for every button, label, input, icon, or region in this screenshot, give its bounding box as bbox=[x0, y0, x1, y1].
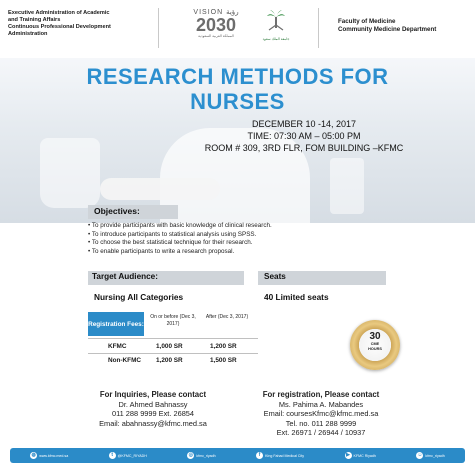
registration-ext: Ext. 26971 / 26944 / 10937 bbox=[276, 428, 366, 437]
hours-label: HOURS bbox=[368, 347, 382, 351]
org-left-line: Continuous Professional Development bbox=[8, 24, 111, 30]
inquiries-heading: For Inquiries, Please contact bbox=[99, 390, 207, 399]
title-line: RESEARCH METHODS FOR bbox=[86, 64, 389, 89]
divider bbox=[158, 8, 159, 48]
fee-row-before: 1,000 SR bbox=[156, 343, 183, 350]
event-dates: DECEMBER 10 -14, 2017 bbox=[251, 119, 357, 129]
org-left-line: and Training Affairs bbox=[8, 17, 61, 23]
social-footer bbox=[10, 448, 465, 463]
twitter-icon: t bbox=[109, 452, 116, 459]
audience-value: Nursing All Categories bbox=[94, 292, 184, 302]
test-tube-shape bbox=[330, 158, 364, 214]
fee-row-after: 1,200 SR bbox=[210, 343, 237, 350]
palm-emblem-icon bbox=[266, 8, 286, 32]
fees-rule bbox=[88, 338, 258, 339]
org-left-line: Administration bbox=[8, 31, 48, 37]
fee-row-before: 1,200 SR bbox=[156, 357, 183, 364]
vision-caption: المملكة العربية السعودية bbox=[198, 34, 234, 38]
title-line: NURSES bbox=[190, 89, 285, 114]
footer-text: King Fahad Medical City bbox=[265, 453, 305, 458]
org-left bbox=[8, 10, 148, 38]
vision-year: 2030 bbox=[195, 15, 237, 35]
fees-col-after: After (Dec 3, 2017) bbox=[205, 314, 249, 320]
divider bbox=[318, 8, 319, 48]
footer-text: www.kfmc.med.sa bbox=[39, 453, 69, 458]
fee-row-name: Non-KFMC bbox=[108, 357, 142, 364]
fees-col-before: On or before (Dec 3, 2017) bbox=[150, 314, 196, 327]
inquiries-name: Dr. Ahmed Bahnassy bbox=[118, 399, 188, 409]
registration-contact bbox=[236, 390, 406, 438]
objectives-list bbox=[88, 222, 388, 256]
inquiries-phone: 011 288 9999 Ext. 26854 bbox=[111, 409, 195, 418]
header bbox=[0, 0, 475, 58]
inquiries-contact bbox=[68, 390, 238, 428]
registration-name: Ms. Pahima A. Mabandes bbox=[278, 399, 364, 409]
event-room: ROOM # 309, 3RD FLR, FOM BUILDING –KFMC bbox=[204, 143, 404, 153]
cme-label: CME bbox=[370, 342, 380, 346]
inquiries-email[interactable]: Email: abahnassy@kfmc.med.sa bbox=[99, 418, 207, 428]
audience-heading: Target Audience: bbox=[92, 272, 158, 281]
objective-item: • To choose the best statistical technique for their research. bbox=[88, 239, 253, 246]
org-right-line: Community Medicine Department bbox=[338, 26, 437, 33]
objectives-heading: Objectives: bbox=[94, 206, 140, 216]
university-logo bbox=[254, 8, 298, 50]
globe-icon: ◍ bbox=[31, 452, 36, 458]
footer-text: @KFMC_RIYADH bbox=[117, 453, 147, 458]
seats-value: 40 Limited seats bbox=[264, 292, 329, 302]
org-left-line: Executive Administration of Academic bbox=[8, 10, 110, 16]
seats-heading: Seats bbox=[264, 272, 286, 281]
youtube-icon: ▶ bbox=[346, 452, 350, 458]
fee-row bbox=[88, 355, 328, 368]
footer-snapchat[interactable] bbox=[416, 452, 444, 459]
footer-text: KFMC Riyadh bbox=[353, 453, 376, 458]
fee-row-name: KFMC bbox=[108, 343, 127, 350]
footer-text: kfmc_riyadh bbox=[425, 453, 445, 458]
vision-word: VISION bbox=[193, 9, 224, 16]
event-details bbox=[184, 118, 424, 154]
footer-twitter[interactable] bbox=[109, 452, 147, 459]
course-title bbox=[0, 64, 475, 114]
instagram-icon: ◎ bbox=[188, 452, 193, 458]
footer-youtube[interactable] bbox=[345, 452, 376, 459]
fees-table bbox=[88, 312, 328, 382]
vision-arabic: رؤية bbox=[226, 9, 239, 16]
objective-item: • To provide participants with basic knowledge of clinical research. bbox=[88, 222, 272, 229]
arm-shape bbox=[100, 178, 220, 200]
university-caption: جامعة الملك سعود bbox=[262, 37, 290, 41]
footer-website[interactable] bbox=[30, 452, 68, 459]
lab-flask-shape bbox=[40, 138, 100, 208]
facebook-icon: f bbox=[256, 452, 263, 459]
objective-item: • To introduce participants to statistical analysis using SPSS. bbox=[88, 230, 257, 238]
org-right bbox=[338, 18, 468, 34]
objective-item: • To enable participants to write a research proposal. bbox=[88, 247, 235, 255]
snapchat-icon: ☺ bbox=[417, 452, 423, 458]
registration-heading: For registration, Please contact bbox=[262, 390, 380, 399]
cme-hours-number: 30 bbox=[369, 331, 381, 342]
org-right-line: Faculty of Medicine bbox=[338, 18, 396, 25]
fee-row-after: 1,500 SR bbox=[210, 357, 237, 364]
fees-rule bbox=[88, 353, 258, 354]
footer-facebook[interactable] bbox=[256, 452, 304, 459]
cme-hours-badge bbox=[350, 320, 400, 370]
vision-2030-logo bbox=[183, 8, 249, 50]
footer-text: kfmc_riyadh bbox=[196, 453, 216, 458]
event-time: TIME: 07:30 AM – 05:00 PM bbox=[247, 131, 361, 141]
fees-label: Registration Fees: bbox=[88, 312, 144, 336]
footer-instagram[interactable] bbox=[187, 452, 215, 459]
registration-phone: Tel. no. 011 288 9999 bbox=[285, 418, 357, 428]
registration-email[interactable]: Email: coursesKfmc@kfmc.med.sa bbox=[263, 409, 379, 418]
